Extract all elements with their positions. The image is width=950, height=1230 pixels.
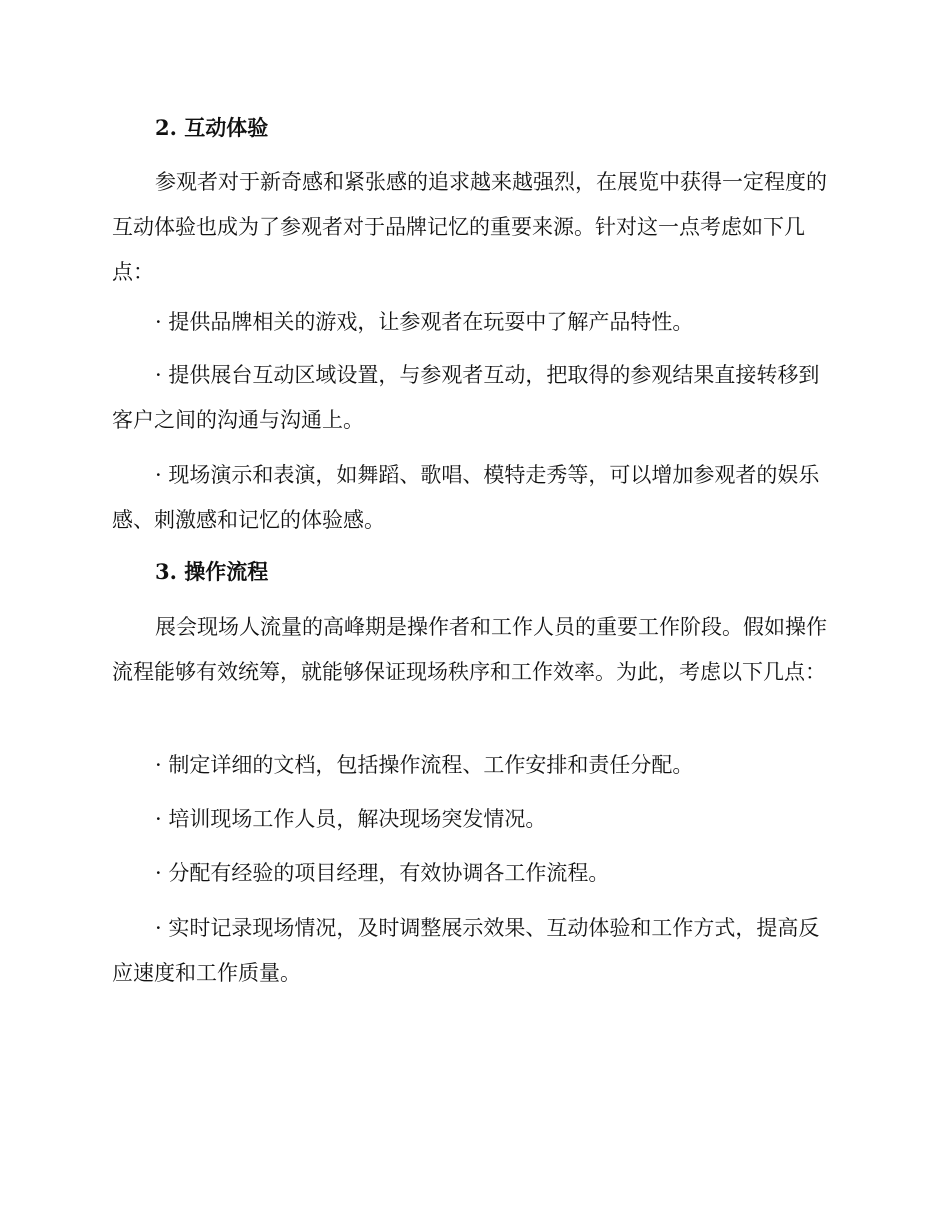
section-2-bullet-2: · 提供展台互动区域设置，与参观者互动，把取得的参观结果直接转移到客户之间的沟通与沟通上。 — [112, 363, 820, 432]
section-2-bullet-1: · 提供品牌相关的游戏，让参观者在玩耍中了解产品特性。 — [155, 310, 694, 334]
section-3-intro: 展会现场人流量的高峰期是操作者和工作人员的重要工作阶段。假如操作流程能够有效统筹，就能够保证现场秩序和工作效率。为此，考虑以下几点： — [112, 615, 827, 684]
section-3-bullet-2: · 培训现场工作人员，解决现场突发情况。 — [155, 807, 547, 831]
section-3-bullet-1: · 制定详细的文档，包括操作流程、工作安排和责任分配。 — [155, 753, 694, 777]
section-2-heading: 2. 互动体验 — [155, 115, 269, 140]
section-3-heading: 3. 操作流程 — [155, 559, 269, 584]
section-3-bullet-3: · 分配有经验的项目经理，有效协调各工作流程。 — [155, 861, 610, 885]
section-3-bullet-4: · 实时记录现场情况，及时调整展示效果、互动体验和工作方式，提高反应速度和工作质量。 — [112, 916, 820, 985]
section-2-intro: 参观者对于新奇感和紧张感的追求越来越强烈，在展览中获得一定程度的互动体验也成为了参观者对于品牌记忆的重要来源。针对这一点考虑如下几点： — [112, 170, 827, 284]
section-2-bullet-3: · 现场演示和表演，如舞蹈、歌唱、模特走秀等，可以增加参观者的娱乐感、刺激感和记忆的体验感。 — [112, 463, 820, 532]
